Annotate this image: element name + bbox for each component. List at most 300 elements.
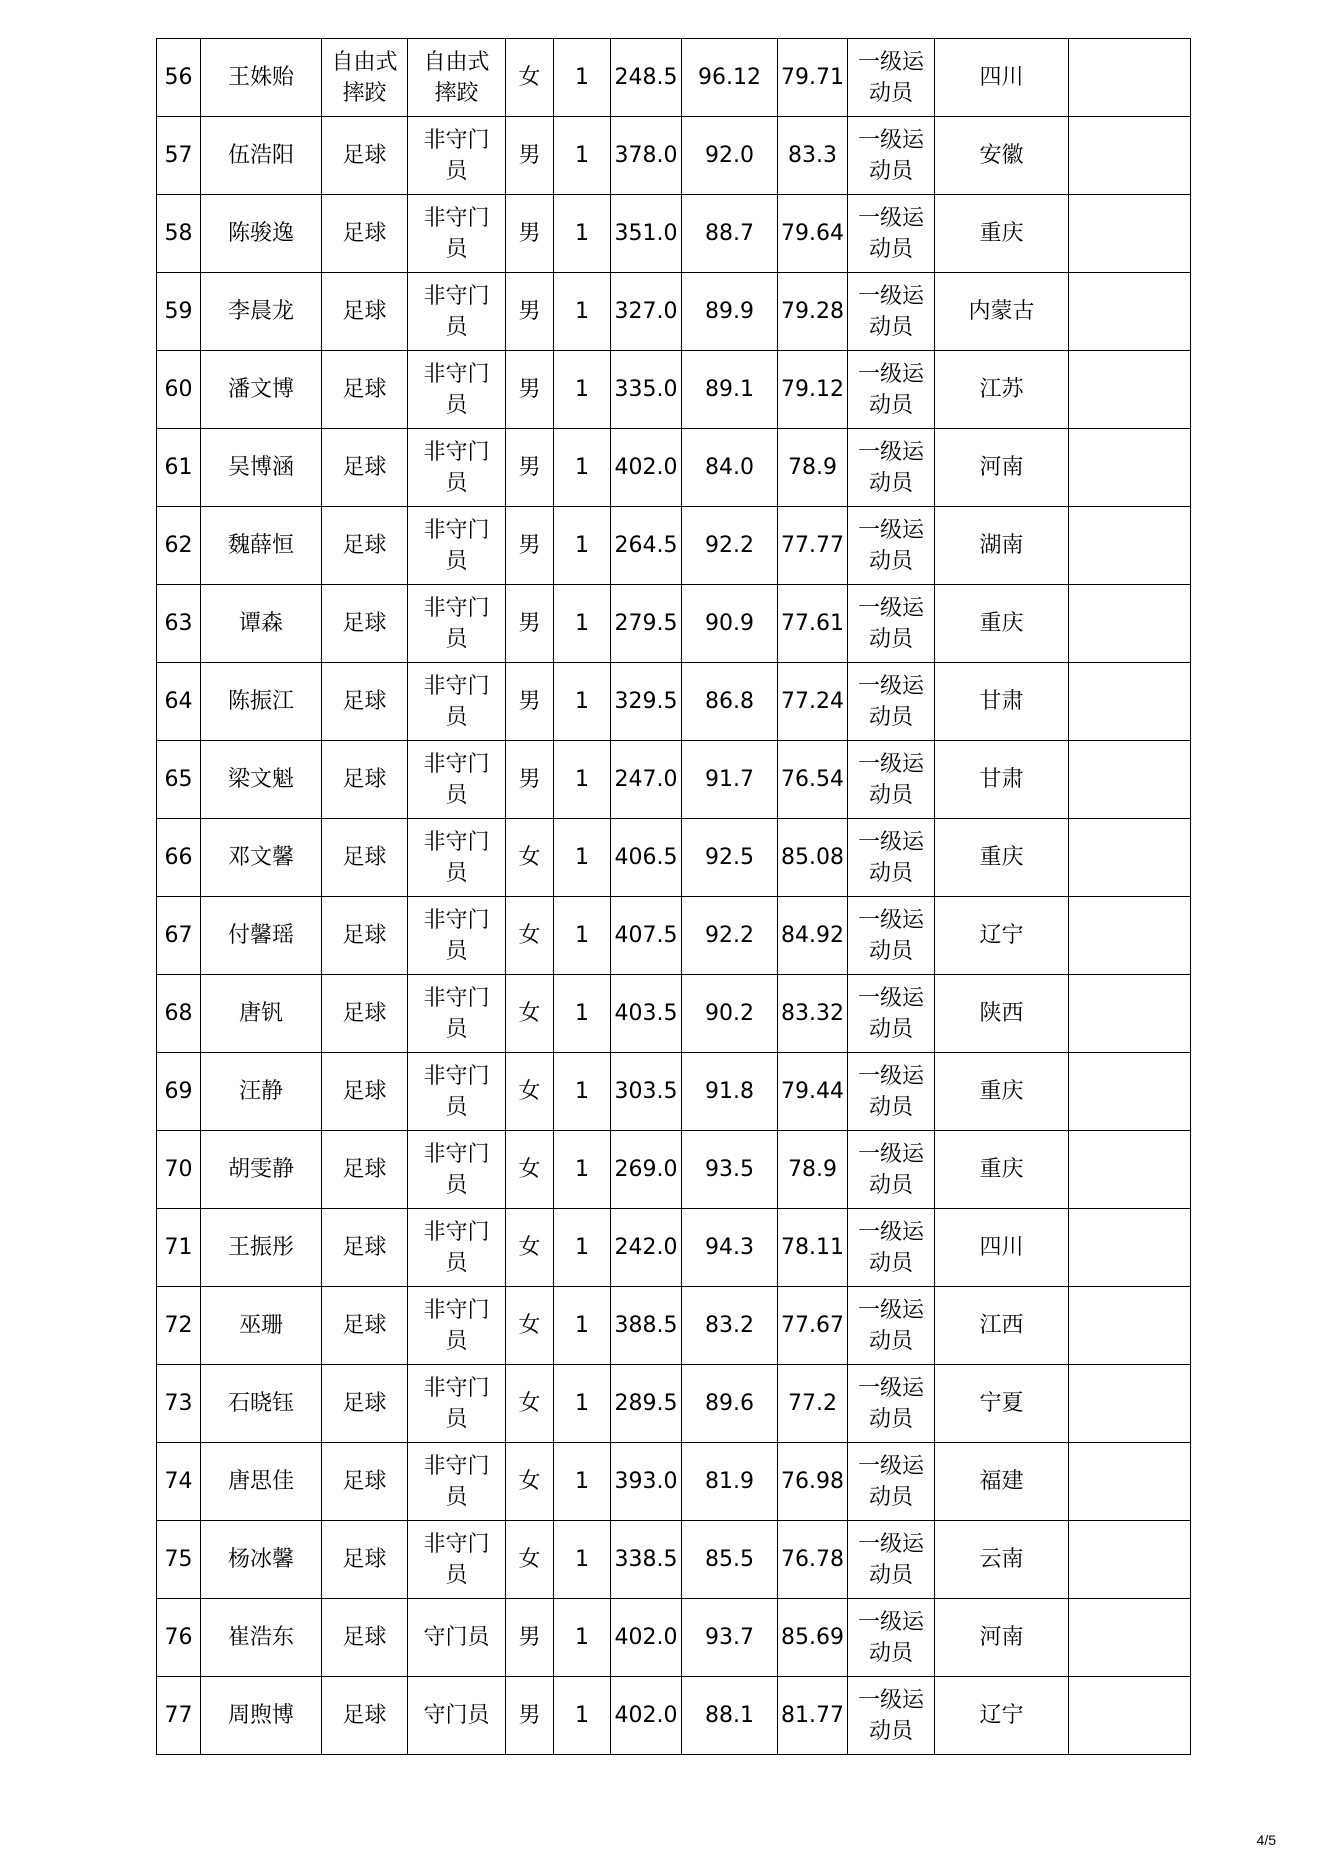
cell-score-2-text: 93.5 bbox=[705, 1157, 754, 1182]
cell-score-1 bbox=[611, 1131, 682, 1209]
cell-score-1 bbox=[611, 1053, 682, 1131]
cell-score-2 bbox=[682, 1209, 778, 1287]
cell-name bbox=[201, 1599, 322, 1677]
cell-count-text: 1 bbox=[575, 1079, 589, 1104]
cell-number-text: 63 bbox=[164, 611, 193, 636]
cell-event-text: 非守门员 bbox=[423, 829, 490, 886]
cell-sport-text: 足球 bbox=[342, 923, 387, 948]
cell-sport bbox=[322, 1287, 408, 1365]
cell-score-2-text: 86.8 bbox=[705, 689, 754, 714]
cell-event bbox=[408, 1677, 506, 1755]
cell-count bbox=[554, 39, 611, 117]
cell-gender bbox=[506, 351, 554, 429]
cell-count-text: 1 bbox=[575, 1235, 589, 1260]
cell-total-score bbox=[778, 1287, 848, 1365]
cell-event bbox=[408, 1521, 506, 1599]
cell-level-text: 一级运动员 bbox=[857, 595, 924, 652]
cell-score-2-text: 92.2 bbox=[705, 923, 754, 948]
cell-note bbox=[1069, 117, 1191, 195]
cell-sport-text: 足球 bbox=[342, 1391, 387, 1416]
cell-count-text: 1 bbox=[575, 767, 589, 792]
cell-name bbox=[201, 1131, 322, 1209]
cell-level bbox=[848, 39, 935, 117]
cell-province bbox=[935, 1209, 1069, 1287]
results-page bbox=[156, 38, 1191, 1755]
cell-total-score bbox=[778, 429, 848, 507]
cell-event-text: 非守门员 bbox=[423, 361, 490, 418]
cell-number bbox=[157, 429, 201, 507]
cell-note bbox=[1069, 1677, 1191, 1755]
cell-total-score bbox=[778, 507, 848, 585]
cell-sport-text: 足球 bbox=[342, 1001, 387, 1026]
cell-sport bbox=[322, 975, 408, 1053]
cell-score-2-text: 84.0 bbox=[705, 455, 754, 480]
cell-score-1-text: 247.0 bbox=[614, 767, 678, 792]
cell-province bbox=[935, 1365, 1069, 1443]
cell-event-text: 非守门员 bbox=[423, 595, 490, 652]
cell-level bbox=[848, 1677, 935, 1755]
cell-event-text: 非守门员 bbox=[423, 1375, 490, 1432]
cell-number-text: 61 bbox=[164, 455, 193, 480]
cell-gender bbox=[506, 585, 554, 663]
cell-gender bbox=[506, 1287, 554, 1365]
table-row bbox=[157, 1209, 1191, 1287]
cell-count bbox=[554, 1287, 611, 1365]
cell-count-text: 1 bbox=[575, 1391, 589, 1416]
cell-event bbox=[408, 1365, 506, 1443]
cell-event bbox=[408, 897, 506, 975]
cell-level-text: 一级运动员 bbox=[857, 1141, 924, 1198]
cell-total-score bbox=[778, 819, 848, 897]
cell-level bbox=[848, 819, 935, 897]
cell-count-text: 1 bbox=[575, 65, 589, 90]
cell-score-2 bbox=[682, 1365, 778, 1443]
cell-score-1-text: 329.5 bbox=[614, 689, 678, 714]
cell-sport bbox=[322, 195, 408, 273]
cell-name-text: 谭森 bbox=[238, 611, 283, 636]
cell-score-2-text: 88.1 bbox=[705, 1703, 754, 1728]
cell-name-text: 唐思佳 bbox=[227, 1469, 294, 1494]
cell-number-text: 65 bbox=[164, 767, 193, 792]
cell-name bbox=[201, 1365, 322, 1443]
cell-name-text: 石晓钰 bbox=[227, 1391, 294, 1416]
cell-score-2 bbox=[682, 1521, 778, 1599]
cell-number-text: 60 bbox=[164, 377, 193, 402]
cell-event bbox=[408, 1443, 506, 1521]
cell-score-2-text: 83.2 bbox=[705, 1313, 754, 1338]
cell-gender bbox=[506, 663, 554, 741]
cell-score-2-text: 88.7 bbox=[705, 221, 754, 246]
cell-sport bbox=[322, 1053, 408, 1131]
cell-number bbox=[157, 1209, 201, 1287]
cell-total-score-text: 79.44 bbox=[781, 1079, 844, 1104]
cell-province bbox=[935, 273, 1069, 351]
table-row bbox=[157, 975, 1191, 1053]
cell-name-text: 邓文馨 bbox=[227, 845, 294, 870]
cell-level-text: 一级运动员 bbox=[857, 517, 924, 574]
table-row bbox=[157, 195, 1191, 273]
cell-name-text: 潘文博 bbox=[227, 377, 294, 402]
cell-level bbox=[848, 1209, 935, 1287]
cell-number bbox=[157, 897, 201, 975]
cell-province-text: 四川 bbox=[979, 65, 1024, 90]
cell-score-1 bbox=[611, 897, 682, 975]
cell-number-text: 69 bbox=[164, 1079, 193, 1104]
cell-name-text: 伍浩阳 bbox=[227, 143, 294, 168]
cell-total-score-text: 85.08 bbox=[781, 845, 844, 870]
cell-note bbox=[1069, 351, 1191, 429]
cell-total-score bbox=[778, 975, 848, 1053]
cell-event-text: 非守门员 bbox=[423, 751, 490, 808]
cell-score-2-text: 92.5 bbox=[705, 845, 754, 870]
cell-count-text: 1 bbox=[575, 689, 589, 714]
cell-score-2 bbox=[682, 819, 778, 897]
cell-score-2-text: 92.2 bbox=[705, 533, 754, 558]
cell-gender bbox=[506, 429, 554, 507]
cell-name bbox=[201, 195, 322, 273]
cell-score-1 bbox=[611, 39, 682, 117]
cell-gender bbox=[506, 507, 554, 585]
cell-score-1-text: 403.5 bbox=[614, 1001, 678, 1026]
cell-number bbox=[157, 351, 201, 429]
cell-level bbox=[848, 741, 935, 819]
table-row bbox=[157, 429, 1191, 507]
cell-score-1-text: 388.5 bbox=[614, 1313, 678, 1338]
cell-number bbox=[157, 273, 201, 351]
cell-score-2 bbox=[682, 429, 778, 507]
table-row bbox=[157, 897, 1191, 975]
cell-score-1 bbox=[611, 1443, 682, 1521]
cell-score-2 bbox=[682, 1131, 778, 1209]
cell-gender bbox=[506, 1365, 554, 1443]
cell-province bbox=[935, 39, 1069, 117]
table-row bbox=[157, 1053, 1191, 1131]
cell-gender-text: 男 bbox=[518, 455, 541, 480]
cell-name-text: 付馨瑶 bbox=[227, 923, 294, 948]
cell-number-text: 66 bbox=[164, 845, 193, 870]
cell-score-1-text: 264.5 bbox=[614, 533, 678, 558]
cell-count-text: 1 bbox=[575, 923, 589, 948]
cell-note bbox=[1069, 1287, 1191, 1365]
cell-name-text: 梁文魁 bbox=[227, 767, 294, 792]
cell-score-1 bbox=[611, 507, 682, 585]
cell-gender bbox=[506, 975, 554, 1053]
cell-gender bbox=[506, 897, 554, 975]
cell-total-score bbox=[778, 585, 848, 663]
cell-count-text: 1 bbox=[575, 377, 589, 402]
cell-gender-text: 女 bbox=[518, 1235, 541, 1260]
cell-level bbox=[848, 897, 935, 975]
cell-note bbox=[1069, 195, 1191, 273]
cell-province bbox=[935, 975, 1069, 1053]
cell-gender-text: 女 bbox=[518, 845, 541, 870]
cell-sport bbox=[322, 663, 408, 741]
cell-count-text: 1 bbox=[575, 221, 589, 246]
cell-number bbox=[157, 819, 201, 897]
table-row bbox=[157, 1287, 1191, 1365]
cell-sport-text: 足球 bbox=[342, 611, 387, 636]
cell-score-2 bbox=[682, 351, 778, 429]
cell-province bbox=[935, 1677, 1069, 1755]
cell-count bbox=[554, 585, 611, 663]
cell-province-text: 重庆 bbox=[979, 1079, 1024, 1104]
cell-total-score bbox=[778, 1599, 848, 1677]
cell-score-1-text: 393.0 bbox=[614, 1469, 678, 1494]
cell-total-score bbox=[778, 1209, 848, 1287]
cell-level-text: 一级运动员 bbox=[857, 283, 924, 340]
cell-score-2-text: 92.0 bbox=[705, 143, 754, 168]
cell-score-2 bbox=[682, 975, 778, 1053]
cell-name bbox=[201, 117, 322, 195]
cell-gender bbox=[506, 1209, 554, 1287]
cell-score-1-text: 335.0 bbox=[614, 377, 678, 402]
cell-total-score-text: 77.67 bbox=[781, 1313, 844, 1338]
cell-level-text: 一级运动员 bbox=[857, 205, 924, 262]
cell-score-2-text: 93.7 bbox=[705, 1625, 754, 1650]
cell-province-text: 辽宁 bbox=[979, 923, 1024, 948]
cell-province-text: 甘肃 bbox=[979, 689, 1024, 714]
cell-name-text: 吴博涵 bbox=[227, 455, 294, 480]
cell-total-score-text: 85.69 bbox=[781, 1625, 844, 1650]
cell-count-text: 1 bbox=[575, 845, 589, 870]
cell-sport bbox=[322, 273, 408, 351]
cell-level bbox=[848, 117, 935, 195]
cell-province-text: 重庆 bbox=[979, 1157, 1024, 1182]
cell-score-1-text: 402.0 bbox=[614, 455, 678, 480]
table-row bbox=[157, 741, 1191, 819]
cell-province-text: 重庆 bbox=[979, 221, 1024, 246]
cell-sport-text: 足球 bbox=[342, 689, 387, 714]
cell-total-score bbox=[778, 1365, 848, 1443]
cell-province bbox=[935, 117, 1069, 195]
cell-total-score bbox=[778, 741, 848, 819]
cell-gender-text: 男 bbox=[518, 1703, 541, 1728]
cell-count bbox=[554, 1053, 611, 1131]
cell-sport bbox=[322, 507, 408, 585]
cell-score-1 bbox=[611, 117, 682, 195]
cell-level-text: 一级运动员 bbox=[857, 673, 924, 730]
cell-event-text: 守门员 bbox=[423, 1703, 490, 1728]
cell-level bbox=[848, 585, 935, 663]
cell-province bbox=[935, 1443, 1069, 1521]
cell-event-text: 非守门员 bbox=[423, 985, 490, 1042]
cell-number-text: 56 bbox=[164, 65, 193, 90]
cell-number-text: 73 bbox=[164, 1391, 193, 1416]
cell-count bbox=[554, 975, 611, 1053]
cell-gender-text: 女 bbox=[518, 1079, 541, 1104]
cell-number bbox=[157, 585, 201, 663]
cell-sport-text: 足球 bbox=[342, 1703, 387, 1728]
cell-sport bbox=[322, 585, 408, 663]
cell-name bbox=[201, 351, 322, 429]
cell-count bbox=[554, 507, 611, 585]
cell-note bbox=[1069, 741, 1191, 819]
cell-score-1 bbox=[611, 1287, 682, 1365]
table-row bbox=[157, 819, 1191, 897]
cell-event bbox=[408, 741, 506, 819]
cell-score-1 bbox=[611, 1365, 682, 1443]
cell-count bbox=[554, 1521, 611, 1599]
cell-score-2-text: 90.9 bbox=[705, 611, 754, 636]
cell-total-score-text: 76.54 bbox=[781, 767, 844, 792]
cell-score-2-text: 89.1 bbox=[705, 377, 754, 402]
cell-province bbox=[935, 1521, 1069, 1599]
cell-name bbox=[201, 975, 322, 1053]
cell-total-score-text: 79.64 bbox=[781, 221, 844, 246]
results-table-body bbox=[157, 39, 1191, 1755]
cell-score-2-text: 94.3 bbox=[705, 1235, 754, 1260]
cell-event-text: 非守门员 bbox=[423, 439, 490, 496]
cell-level-text: 一级运动员 bbox=[857, 49, 924, 106]
cell-province-text: 甘肃 bbox=[979, 767, 1024, 792]
cell-score-1-text: 338.5 bbox=[614, 1547, 678, 1572]
cell-gender-text: 女 bbox=[518, 923, 541, 948]
cell-event bbox=[408, 195, 506, 273]
cell-level bbox=[848, 1521, 935, 1599]
cell-score-2 bbox=[682, 663, 778, 741]
cell-gender bbox=[506, 117, 554, 195]
cell-total-score-text: 77.61 bbox=[781, 611, 844, 636]
cell-sport bbox=[322, 741, 408, 819]
cell-name bbox=[201, 1443, 322, 1521]
cell-gender-text: 男 bbox=[518, 377, 541, 402]
cell-event-text: 非守门员 bbox=[423, 127, 490, 184]
cell-level-text: 一级运动员 bbox=[857, 985, 924, 1042]
cell-total-score bbox=[778, 351, 848, 429]
cell-count bbox=[554, 741, 611, 819]
cell-gender-text: 男 bbox=[518, 611, 541, 636]
cell-sport bbox=[322, 39, 408, 117]
cell-gender-text: 男 bbox=[518, 299, 541, 324]
page-number: 4/5 bbox=[1256, 1832, 1276, 1848]
results-table bbox=[156, 38, 1191, 1755]
cell-number-text: 75 bbox=[164, 1547, 193, 1572]
cell-number bbox=[157, 975, 201, 1053]
cell-total-score-text: 79.71 bbox=[781, 65, 844, 90]
cell-total-score bbox=[778, 1521, 848, 1599]
cell-sport bbox=[322, 1677, 408, 1755]
cell-gender-text: 男 bbox=[518, 533, 541, 558]
cell-count bbox=[554, 273, 611, 351]
cell-sport-text: 足球 bbox=[342, 533, 387, 558]
cell-name bbox=[201, 1521, 322, 1599]
cell-level-text: 一级运动员 bbox=[857, 751, 924, 808]
cell-name bbox=[201, 273, 322, 351]
cell-count-text: 1 bbox=[575, 1001, 589, 1026]
cell-score-2 bbox=[682, 585, 778, 663]
cell-name bbox=[201, 1677, 322, 1755]
cell-name-text: 王姝贻 bbox=[227, 65, 294, 90]
cell-note bbox=[1069, 1131, 1191, 1209]
cell-event bbox=[408, 507, 506, 585]
cell-event-text: 非守门员 bbox=[423, 517, 490, 574]
cell-score-1-text: 269.0 bbox=[614, 1157, 678, 1182]
cell-gender-text: 女 bbox=[518, 1547, 541, 1572]
cell-note bbox=[1069, 1443, 1191, 1521]
cell-sport-text: 自由式摔跤 bbox=[331, 49, 398, 106]
cell-score-1 bbox=[611, 585, 682, 663]
cell-gender bbox=[506, 1677, 554, 1755]
cell-sport bbox=[322, 1365, 408, 1443]
cell-note bbox=[1069, 897, 1191, 975]
cell-number bbox=[157, 1287, 201, 1365]
cell-event-text: 非守门员 bbox=[423, 1297, 490, 1354]
cell-score-2-text: 89.9 bbox=[705, 299, 754, 324]
cell-number bbox=[157, 195, 201, 273]
cell-sport-text: 足球 bbox=[342, 767, 387, 792]
cell-count bbox=[554, 819, 611, 897]
cell-gender bbox=[506, 273, 554, 351]
cell-number bbox=[157, 1443, 201, 1521]
cell-sport bbox=[322, 429, 408, 507]
cell-score-1 bbox=[611, 663, 682, 741]
cell-province-text: 福建 bbox=[979, 1469, 1024, 1494]
cell-level-text: 一级运动员 bbox=[857, 1453, 924, 1510]
cell-score-2 bbox=[682, 117, 778, 195]
cell-note bbox=[1069, 819, 1191, 897]
cell-score-1-text: 279.5 bbox=[614, 611, 678, 636]
cell-score-2 bbox=[682, 1443, 778, 1521]
cell-note bbox=[1069, 1365, 1191, 1443]
cell-province bbox=[935, 351, 1069, 429]
cell-name bbox=[201, 819, 322, 897]
cell-count bbox=[554, 1365, 611, 1443]
cell-count bbox=[554, 117, 611, 195]
cell-sport bbox=[322, 351, 408, 429]
cell-gender bbox=[506, 1131, 554, 1209]
cell-province-text: 重庆 bbox=[979, 611, 1024, 636]
table-row bbox=[157, 507, 1191, 585]
cell-sport-text: 足球 bbox=[342, 1313, 387, 1338]
cell-note bbox=[1069, 585, 1191, 663]
cell-number bbox=[157, 1131, 201, 1209]
cell-event-text: 守门员 bbox=[423, 1625, 490, 1650]
cell-level bbox=[848, 1131, 935, 1209]
cell-province-text: 安徽 bbox=[979, 143, 1024, 168]
cell-total-score-text: 77.24 bbox=[781, 689, 844, 714]
cell-gender-text: 男 bbox=[518, 767, 541, 792]
cell-province-text: 河南 bbox=[979, 455, 1024, 480]
cell-event bbox=[408, 819, 506, 897]
cell-total-score-text: 77.2 bbox=[788, 1391, 837, 1416]
cell-province-text: 江苏 bbox=[979, 377, 1024, 402]
cell-number-text: 76 bbox=[164, 1625, 193, 1650]
cell-level-text: 一级运动员 bbox=[857, 829, 924, 886]
cell-province-text: 辽宁 bbox=[979, 1703, 1024, 1728]
cell-sport-text: 足球 bbox=[342, 1625, 387, 1650]
cell-sport bbox=[322, 1521, 408, 1599]
cell-number-text: 57 bbox=[164, 143, 193, 168]
cell-number bbox=[157, 1521, 201, 1599]
cell-score-1 bbox=[611, 819, 682, 897]
cell-province bbox=[935, 897, 1069, 975]
cell-number-text: 67 bbox=[164, 923, 193, 948]
cell-count bbox=[554, 1599, 611, 1677]
cell-number bbox=[157, 1053, 201, 1131]
cell-province bbox=[935, 1599, 1069, 1677]
cell-name-text: 杨冰馨 bbox=[227, 1547, 294, 1572]
cell-province bbox=[935, 741, 1069, 819]
cell-event-text: 非守门员 bbox=[423, 283, 490, 340]
cell-count-text: 1 bbox=[575, 1625, 589, 1650]
cell-name-text: 周煦博 bbox=[227, 1703, 294, 1728]
cell-score-2 bbox=[682, 897, 778, 975]
cell-total-score-text: 78.9 bbox=[788, 1157, 837, 1182]
cell-event-text: 非守门员 bbox=[423, 673, 490, 730]
cell-note bbox=[1069, 1053, 1191, 1131]
cell-province-text: 江西 bbox=[979, 1313, 1024, 1338]
cell-name bbox=[201, 663, 322, 741]
